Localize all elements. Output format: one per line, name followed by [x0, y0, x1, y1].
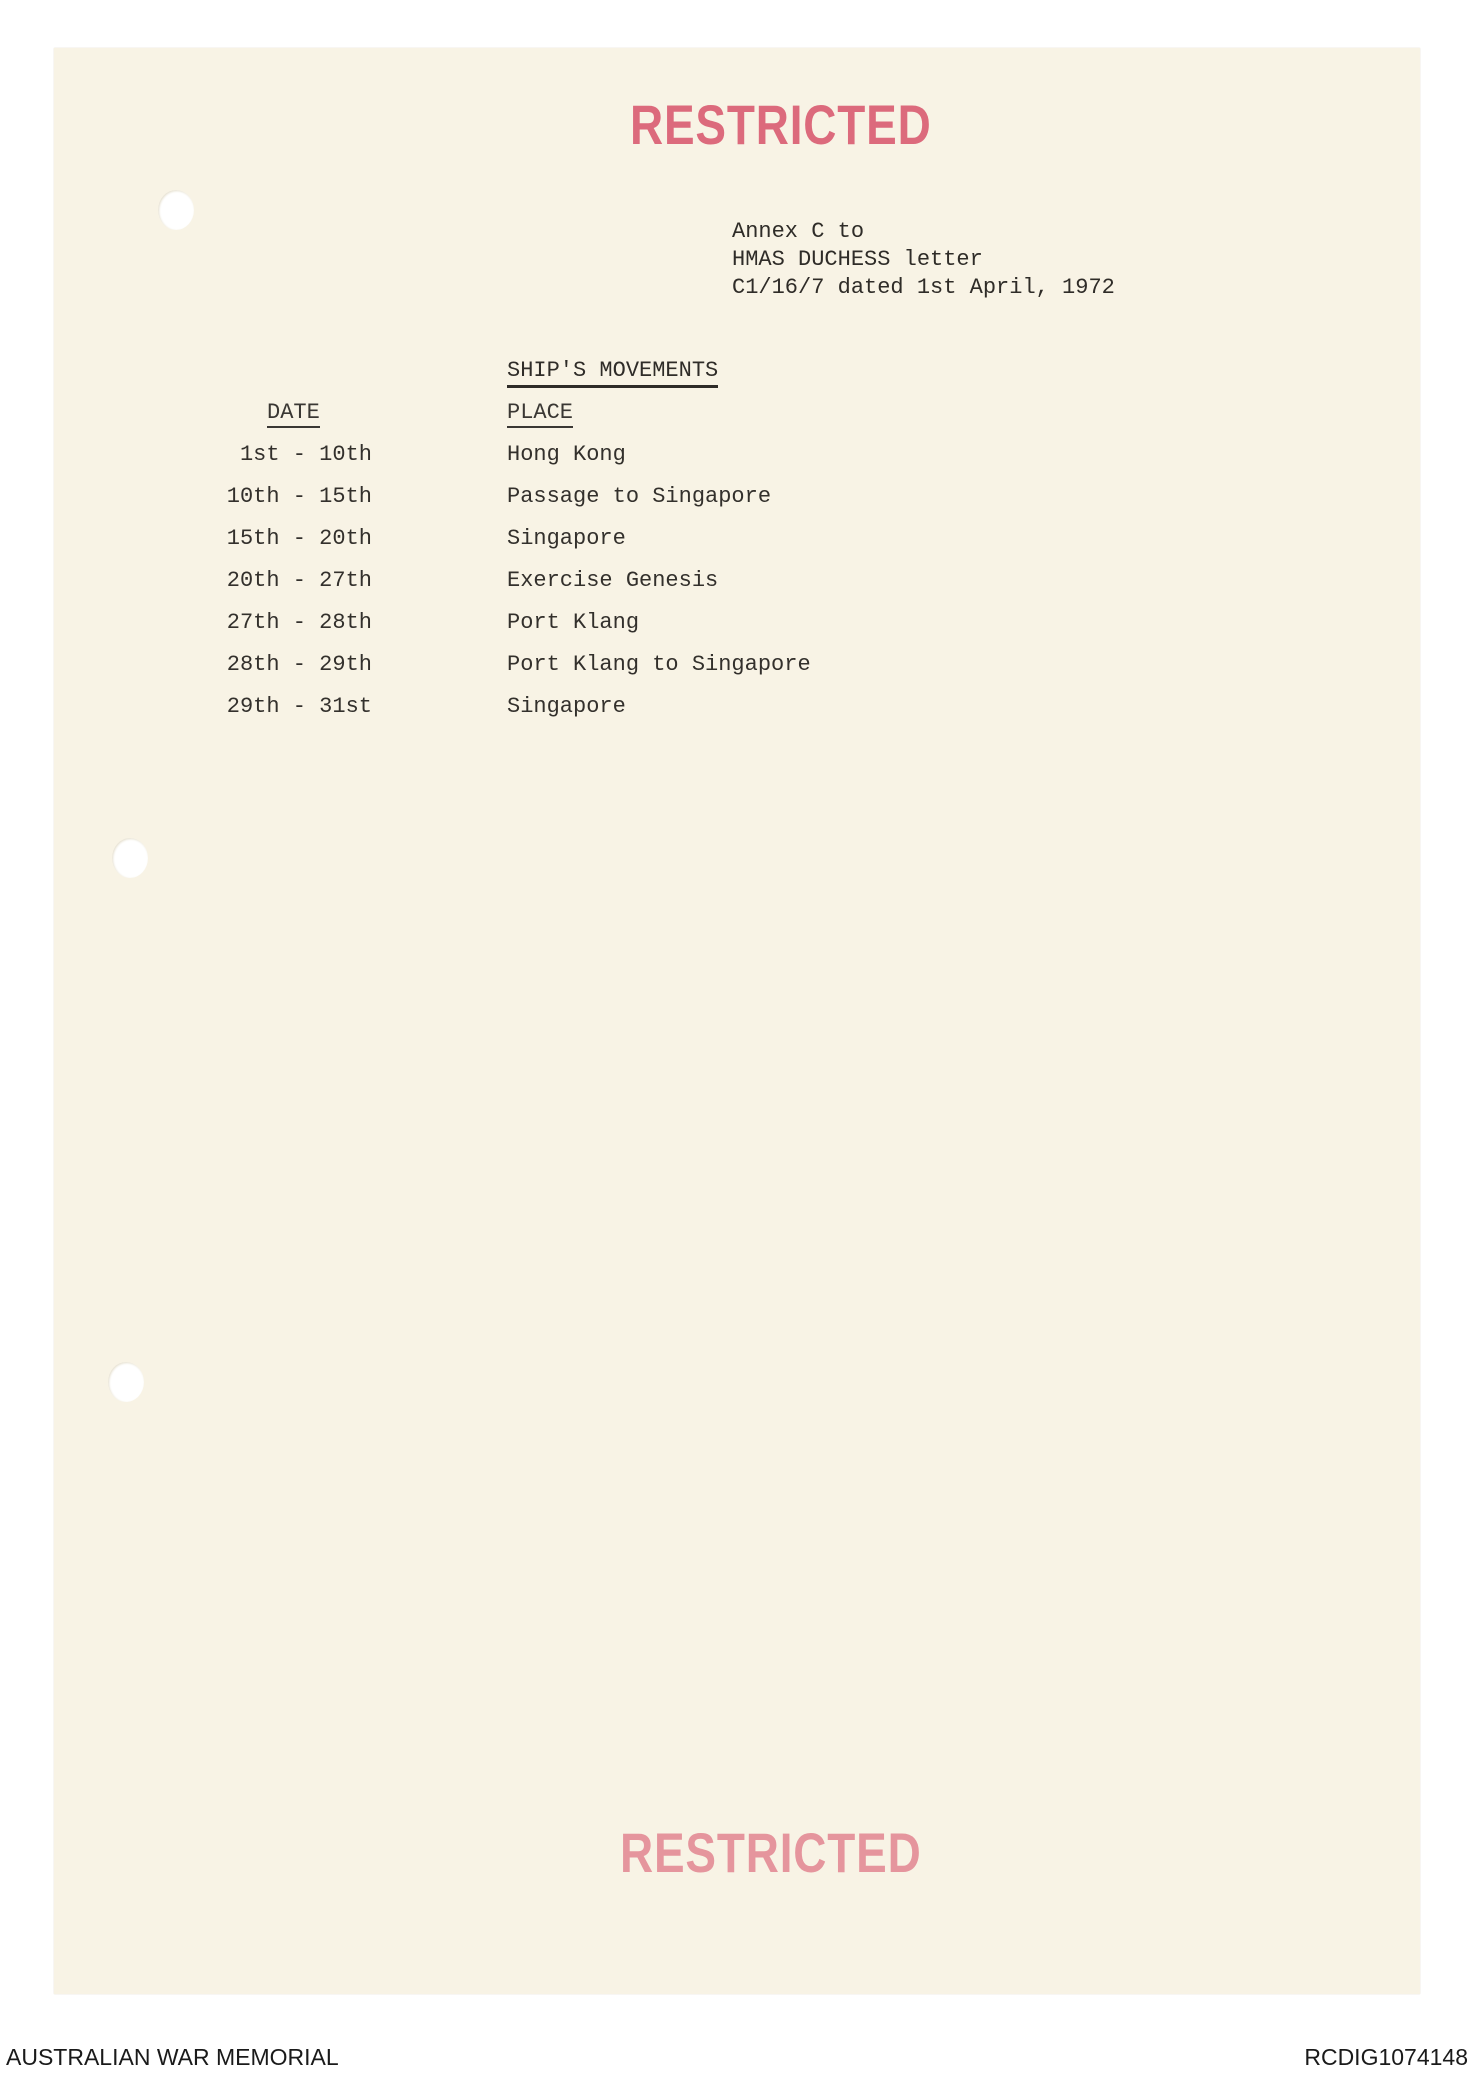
archive-credit: AUSTRALIAN WAR MEMORIAL: [6, 2044, 339, 2070]
table-row: [0, 484, 1478, 526]
date-cell: 29th - 31st: [226, 694, 372, 719]
date-cell: 10th - 15th: [226, 484, 372, 509]
annex-line-2: HMAS DUCHESS letter: [732, 247, 983, 272]
place-cell: Port Klang: [507, 610, 640, 635]
annex-reference: [732, 218, 1115, 302]
date-column-header: DATE: [267, 400, 320, 428]
place-cell: Exercise Genesis: [507, 568, 719, 593]
punch-hole: [158, 190, 194, 230]
date-cell: 28th - 29th: [226, 652, 372, 677]
table-row: [0, 568, 1478, 610]
place-cell: Port Klang to Singapore: [507, 652, 811, 677]
restricted-stamp-top: RESTRICTED: [630, 93, 932, 156]
place-column-header: PLACE: [507, 400, 573, 428]
document-page: [54, 48, 1420, 1994]
date-cell: 15th - 20th: [226, 526, 372, 551]
place-cell: Singapore: [507, 526, 626, 551]
table-row: [0, 526, 1478, 568]
movements-table: [0, 442, 1478, 736]
restricted-stamp-bottom: RESTRICTED: [620, 1821, 922, 1884]
table-row: [0, 442, 1478, 484]
place-cell: Passage to Singapore: [507, 484, 772, 509]
annex-line-1: Annex C to: [732, 219, 865, 244]
date-cell: 20th - 27th: [226, 568, 372, 593]
punch-hole: [108, 1362, 144, 1402]
annex-line-3: C1/16/7 dated 1st April, 1972: [732, 275, 1115, 300]
punch-hole: [112, 838, 148, 878]
table-row: [0, 652, 1478, 694]
place-cell: Hong Kong: [507, 442, 626, 467]
table-row: [0, 694, 1478, 736]
archive-id: RCDIG1074148: [1304, 2044, 1468, 2070]
table-row: [0, 610, 1478, 652]
date-cell: 1st - 10th: [239, 442, 372, 467]
date-cell: 27th - 28th: [226, 610, 372, 635]
document-title: SHIP'S MOVEMENTS: [507, 358, 718, 388]
place-cell: Singapore: [507, 694, 626, 719]
